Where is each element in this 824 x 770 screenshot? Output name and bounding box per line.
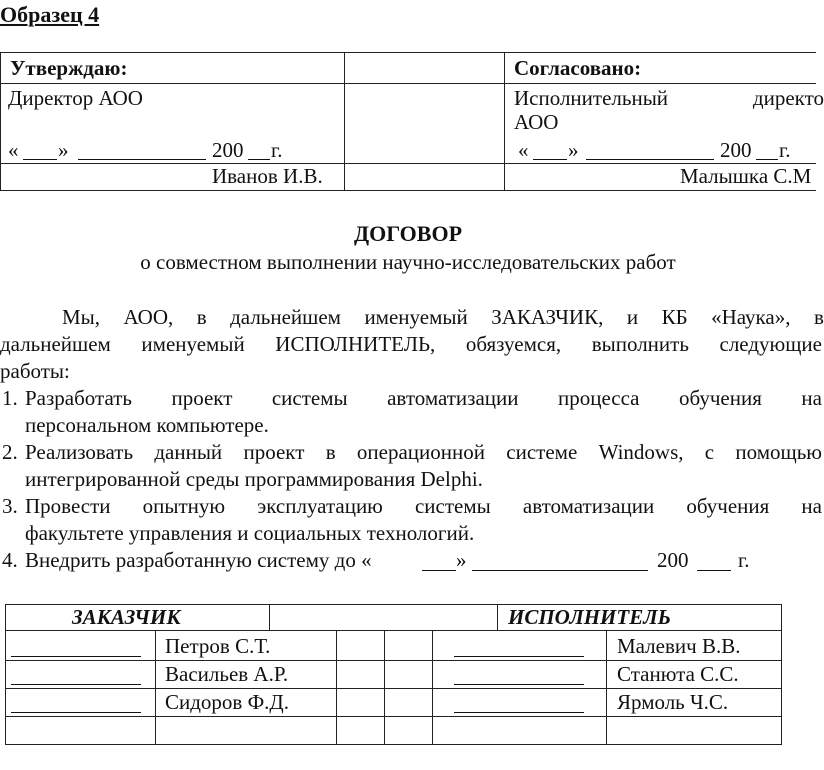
executive-role-line: Исполнительный директо bbox=[514, 86, 824, 110]
document-title: ДОГОВОР bbox=[353, 221, 463, 246]
intro-line-3: работы: bbox=[0, 359, 70, 383]
executor-header: ИСПОЛНИТЕЛЬ bbox=[508, 605, 671, 629]
agreed-header: Согласовано: bbox=[514, 56, 642, 80]
document-subtitle: о совместном выполнении научно-исследовательских работ bbox=[140, 250, 676, 274]
intro-line-2: дальнейшем именуемый ИСПОЛНИТЕЛЬ, обязуемся, выполнить следующие bbox=[0, 332, 822, 356]
sample-label: Образец 4 bbox=[0, 2, 100, 27]
customer-header: ЗАКАЗЧИК bbox=[72, 605, 181, 629]
director-role: Директор АОО bbox=[8, 86, 143, 110]
executive-name: Малышка С.М bbox=[680, 164, 812, 188]
director-name: Иванов И.В. bbox=[212, 164, 323, 188]
executive-role-org: АОО bbox=[514, 110, 559, 134]
intro-line-1: Мы, АОО, в дальнейшем именуемый ЗАКАЗЧИК, и КБ «Наука», в bbox=[62, 305, 824, 329]
approve-header: Утверждаю: bbox=[10, 56, 128, 80]
